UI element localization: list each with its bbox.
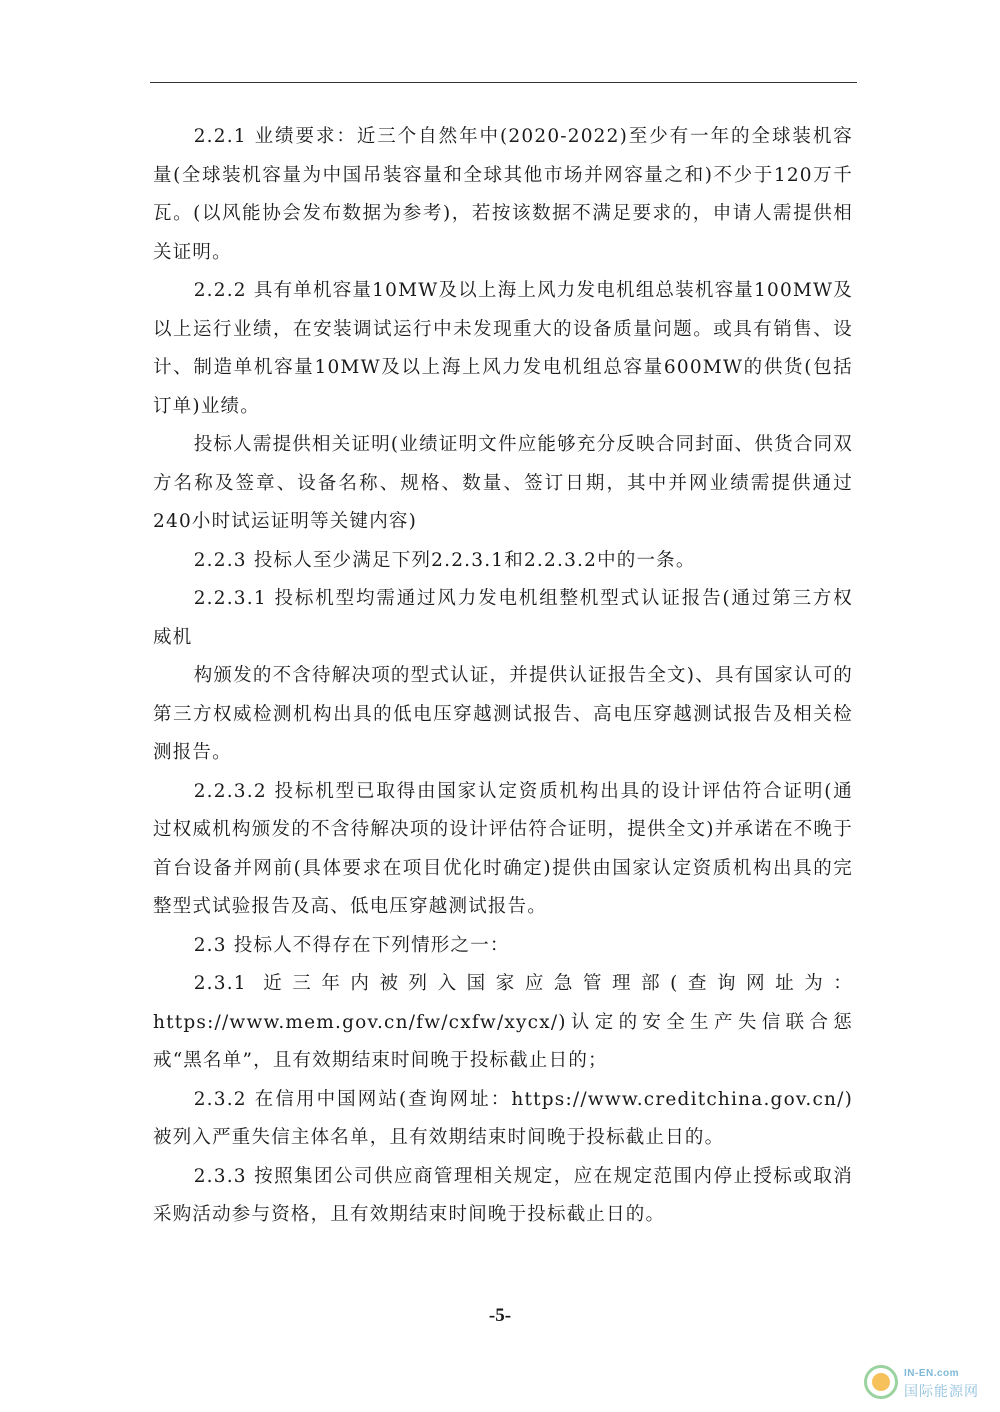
- page-number: -5-: [488, 1305, 512, 1326]
- paragraph-2-3-3: 2.3.3 按照集团公司供应商管理相关规定，应在规定范围内停止授标或取消采购活动参与资格，且有效期结束时间晚于投标截止日的。: [153, 1165, 853, 1225]
- paragraph-2-2-3-2: 2.2.3.2 投标机型已取得由国家认定资质机构出具的设计评估符合证明(通过权威机构颁发的不含待解决项的设计评估符合证明，提供全文)并承诺在不晚于首台设备并网前(具体要求在项目优化时确定)提供由国家认定资质机构出具的完整型式试验报告及高、低电压穿越测试报告。: [153, 780, 853, 917]
- logo-sun-icon: [872, 1373, 890, 1391]
- paragraph-2-2-3-1: 2.2.3.1 投标机型均需通过风力发电机组整机型式认证报告(通过第三方权威机: [153, 588, 853, 648]
- paragraph-2-2-3: 2.2.3 投标人至少满足下列2.2.3.1和2.2.3.2中的一条。: [193, 549, 696, 571]
- watermark-cn: 国际能源网: [904, 1384, 979, 1400]
- watermark-logo: [862, 1362, 994, 1406]
- paragraph-2-2-3-1-cont: 构颁发的不含待解决项的型式认证，并提供认证报告全文)、具有国家认可的第三方权威检测机构出具的低电压穿越测试报告、高电压穿越测试报告及相关检测报告。: [153, 665, 853, 763]
- paragraph-2-2-2: 2.2.2 具有单机容量10MW及以上海上风力发电机组总装机容量100MW及以上运行业绩，在安装调试运行中未发现重大的设备质量问题。或具有销售、设计、制造单机容量10MW及以上海上风力发电机组总容量600MW的供货(包括订单)业绩。: [153, 280, 853, 417]
- header-rule: [150, 82, 857, 83]
- watermark-en: IN-EN.com: [904, 1368, 960, 1379]
- paragraph-2-2-1: 2.2.1 业绩要求：近三个自然年中(2020-2022)至少有一年的全球装机容量(全球装机容量为中国吊装容量和全球其他市场并网容量之和)不少于120万千瓦。(以风能协会发布数据为参考)，若按该数据不满足要求的，申请人需提供相关证明。: [153, 126, 853, 263]
- paragraph-proof: 投标人需提供相关证明(业绩证明文件应能够充分反映合同封面、供货合同双方名称及签章、设备名称、规格、数量、签订日期，其中并网业绩需提供通过240小时试运证明等关键内容): [153, 434, 853, 532]
- paragraph-2-3-1: 2.3.1 近三年内被列入国家应急管理部(查询网址为：https://www.mem.gov.cn/fw/cxfw/xycx/)认定的安全生产失信联合惩戒“黑名单”，且有效期结束时间晚于投标截止日的；: [153, 973, 853, 1071]
- paragraph-2-3-2: 2.3.2 在信用中国网站(查询网址：https://www.creditchina.gov.cn/)被列入严重失信主体名单，且有效期结束时间晚于投标截止日的。: [153, 1088, 853, 1148]
- paragraph-2-3: 2.3 投标人不得存在下列情形之一：: [193, 934, 510, 956]
- document-body: [153, 118, 853, 1235]
